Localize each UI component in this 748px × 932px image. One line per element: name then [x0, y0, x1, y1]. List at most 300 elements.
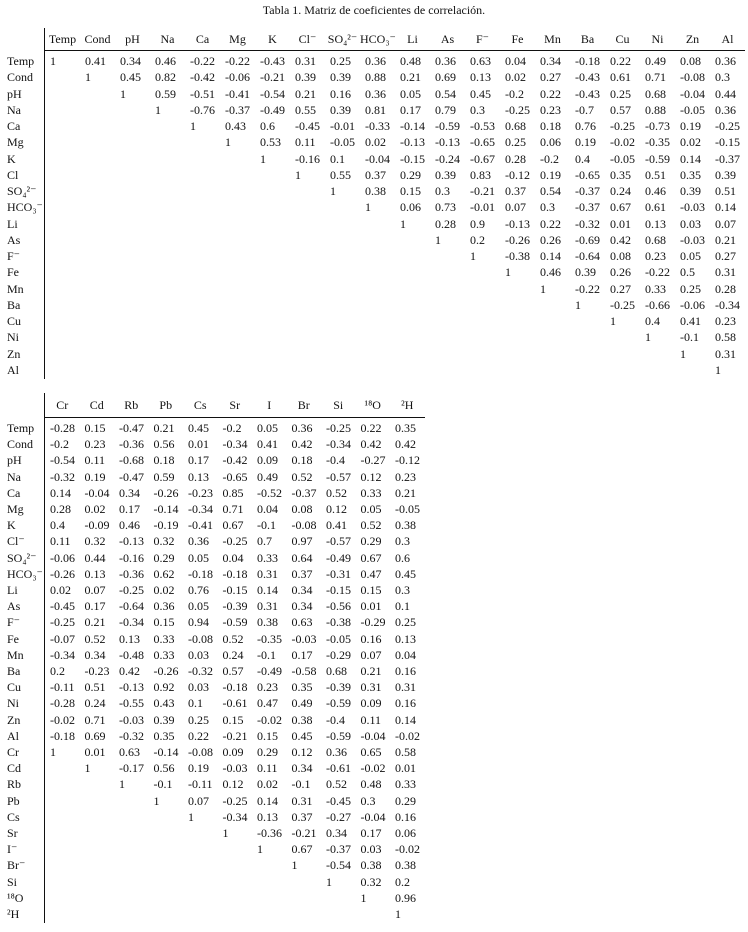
correlation-table-1	[5, 28, 746, 386]
table-cell: 0.38	[257, 615, 278, 630]
table-cell: 0.42	[119, 664, 140, 678]
table-cell: 0.45	[470, 86, 491, 101]
table-cell: 0.07	[84, 583, 106, 597]
table-cell: 0.33	[360, 485, 382, 500]
table-cell: 0.34	[291, 583, 313, 597]
table-cell: 0.17	[84, 599, 106, 614]
column-header: SO₄²⁻	[327, 32, 358, 46]
row-label: As	[7, 599, 21, 614]
table-cell: 1	[435, 232, 441, 247]
table-cell: -0.12	[395, 453, 420, 468]
table-cell: 0.16	[330, 86, 351, 101]
table-cell: 0.23	[395, 469, 416, 484]
table-cell: -0.55	[119, 696, 144, 711]
table-cell: 0.88	[365, 70, 386, 85]
table-cell: 0.57	[610, 102, 631, 117]
table-cell: 0.39	[680, 184, 701, 198]
table-cell: 0.11	[295, 135, 316, 150]
table-cell: 0.6	[260, 119, 275, 133]
table-cell: 0.41	[326, 518, 347, 533]
table-cell: -0.65	[222, 469, 248, 484]
table-cell: 0.23	[84, 437, 106, 452]
table-cell: -0.18	[222, 680, 248, 695]
table-cell: 1	[395, 907, 401, 921]
table-cell: 0.58	[395, 745, 416, 759]
column-header: Mn	[544, 32, 561, 46]
table-cell: -0.61	[326, 761, 351, 776]
table-cell: 0.11	[50, 534, 71, 549]
table-cell: -0.16	[295, 151, 320, 166]
table-cell: 1	[188, 809, 194, 824]
table-cell: 0.39	[435, 167, 456, 182]
table-cell: 0.7	[257, 534, 272, 549]
row-label: F⁻	[7, 615, 21, 630]
table-cell: 0.29	[257, 745, 278, 759]
table-cell: 0.42	[610, 232, 631, 247]
table-cell: 0.22	[610, 54, 631, 68]
table-cell: -0.05	[326, 631, 351, 646]
table-cell: 0.3	[395, 534, 410, 549]
table-cell: 0.32	[153, 534, 175, 549]
table-cell: 0.43	[153, 696, 175, 711]
table-cell: 0.01	[84, 745, 106, 759]
table-cell: -0.37	[715, 151, 740, 166]
table-cell: 0.28	[435, 216, 456, 231]
table-cell: 0.3	[470, 102, 485, 117]
table-cell: 0.59	[155, 86, 176, 101]
table-cell: 0.36	[291, 421, 313, 435]
table-cell: 0.39	[295, 70, 316, 85]
table-cell: 1	[715, 362, 721, 377]
table-cell: 1	[50, 745, 56, 759]
table-cell: 0.37	[365, 167, 386, 182]
table-cell: -0.37	[225, 102, 250, 117]
table-cell: 0.48	[400, 54, 421, 68]
table-cell: -0.34	[715, 297, 740, 312]
table-cell: 0.73	[435, 200, 456, 215]
table-cell: 0.67	[222, 518, 244, 533]
row-label: ¹⁸O	[7, 890, 24, 905]
column-header: Ba	[580, 32, 595, 46]
table-cell: 0.57	[222, 664, 244, 678]
table-cell: -0.02	[50, 712, 75, 727]
row-label: Sr	[7, 826, 18, 840]
table-cell: 0.14	[257, 583, 278, 597]
table-cell: 0.06	[540, 135, 561, 150]
table-cell: 0.1	[395, 599, 410, 614]
row-label: Si	[7, 874, 18, 889]
header-rule	[44, 50, 745, 51]
column-header: Temp	[48, 32, 77, 46]
table-cell: -0.57	[326, 534, 351, 549]
table-cell: 0.9	[470, 216, 485, 231]
table-cell: 0.31	[291, 793, 313, 808]
table-cell: 0.31	[257, 566, 278, 581]
table-cell: 0.15	[257, 728, 278, 743]
table-cell: 0.25	[330, 54, 351, 68]
row-label: Al	[7, 362, 19, 377]
row-label: Cu	[7, 314, 22, 328]
table-cell: 0.13	[257, 809, 278, 824]
table-cell: 0.37	[291, 809, 313, 824]
table-cell: 0.63	[291, 615, 313, 630]
column-header: Ni	[651, 32, 664, 46]
table-cell: -0.34	[188, 502, 213, 516]
row-label: Fe	[7, 631, 19, 646]
table-cell: -0.32	[575, 216, 600, 231]
table-cell: 0.65	[360, 745, 382, 759]
table-cell: 0.2	[395, 874, 410, 889]
table-cell: 0.18	[153, 453, 175, 468]
table-cell: -0.33	[365, 119, 390, 133]
table-cell: 0.25	[610, 86, 631, 101]
table-cell: 0.19	[188, 761, 209, 776]
column-header: Cd	[89, 398, 104, 412]
table-cell: -0.49	[257, 664, 282, 678]
row-label: Cd	[7, 761, 22, 776]
column-header: ¹⁸O	[364, 398, 381, 412]
table-cell: -0.05	[330, 135, 355, 150]
row-label: Cond	[7, 70, 34, 85]
column-header: Sr	[229, 398, 241, 412]
table-cell: -0.14	[153, 502, 179, 516]
table-cell: -0.59	[326, 696, 351, 711]
table-cell: -0.34	[326, 437, 351, 452]
table-cell: 0.25	[395, 615, 416, 630]
row-label: Zn	[7, 346, 21, 361]
table-cell: 0.1	[188, 696, 203, 711]
row-label: Pb	[7, 793, 20, 808]
label-rule	[44, 28, 45, 379]
table-cell: 0.52	[84, 631, 106, 646]
table-cell: 0.23	[715, 314, 736, 328]
table-cell: 0.14	[50, 485, 71, 500]
table-cell: 0.05	[188, 550, 209, 565]
table-cell: 0.12	[326, 502, 347, 516]
table-cell: 0.09	[257, 453, 278, 468]
row-label: Br⁻	[7, 858, 26, 873]
table-cell: 0.11	[84, 453, 106, 468]
column-header: Cond	[84, 32, 111, 46]
table-cell: -0.06	[225, 70, 250, 85]
table-cell: -0.02	[395, 728, 420, 743]
table-cell: 0.02	[50, 583, 71, 597]
table-cell: 0.55	[330, 167, 351, 182]
table-cell: 0.19	[540, 167, 561, 182]
row-label: pH	[7, 453, 22, 468]
table-cell: 0.54	[540, 184, 561, 198]
table-cell: 0.34	[120, 54, 141, 68]
table-cell: -0.59	[222, 615, 248, 630]
table-cell: -0.04	[84, 485, 110, 500]
table-cell: -0.45	[50, 599, 75, 614]
table-cell: 0.56	[153, 437, 175, 452]
table-cell: -0.59	[326, 728, 351, 743]
table-cell: 0.68	[645, 86, 666, 101]
table-cell: 0.35	[395, 421, 416, 435]
row-label: F⁻	[7, 249, 21, 263]
row-label: ²H	[7, 907, 20, 921]
table-cell: -0.18	[222, 566, 248, 581]
table-cell: 0.12	[222, 777, 244, 792]
row-label: Mn	[7, 281, 24, 296]
table-cell: 0.48	[360, 777, 382, 792]
table-cell: 1	[225, 135, 231, 150]
table-cell: 0.33	[395, 777, 416, 792]
table-cell: -0.37	[326, 842, 351, 857]
table-cell: 0.22	[188, 728, 209, 743]
table-cell: 0.33	[153, 647, 175, 662]
row-label: HCO₃⁻	[7, 566, 43, 581]
table-cell: -0.2	[540, 151, 559, 166]
table-cell: -0.68	[119, 453, 144, 468]
table-cell: -0.43	[575, 70, 600, 85]
table-cell: 0.14	[680, 151, 701, 166]
table-cell: 0.3	[715, 70, 730, 85]
table-cell: 0.37	[291, 566, 313, 581]
row-label: Mg	[7, 502, 24, 516]
table-cell: 0.38	[291, 712, 313, 727]
table-cell: 0.21	[153, 421, 175, 435]
table-cell: 0.31	[395, 680, 416, 695]
table-caption: Tabla 1. Matriz de coeficientes de correlación.	[262, 3, 486, 17]
table-cell: 0.12	[360, 469, 382, 484]
table-cell: -0.13	[435, 135, 460, 150]
table-cell: 0.26	[540, 232, 561, 247]
table-cell: 1	[645, 330, 651, 345]
table-cell: 1	[119, 777, 125, 792]
table-cell: 0.08	[680, 54, 701, 68]
table-cell: 0.01	[360, 599, 382, 614]
table-cell: 0.17	[119, 502, 140, 516]
table-cell: 0.17	[291, 647, 313, 662]
table-cell: -0.03	[680, 232, 705, 247]
table-cell: -0.54	[50, 453, 75, 468]
table-cell: -0.42	[190, 70, 215, 85]
table-cell: 1	[470, 249, 476, 263]
table-cell: -0.34	[222, 809, 248, 824]
table-cell: -0.28	[50, 421, 75, 435]
table-cell: 0.46	[645, 184, 666, 198]
table-cell: -0.03	[119, 712, 144, 727]
table-cell: -0.32	[188, 664, 213, 678]
label-rule	[44, 393, 45, 923]
table-cell: 1	[291, 858, 298, 873]
table-cell: 0.11	[360, 712, 382, 727]
table-cell: 0.55	[295, 102, 316, 117]
table-cell: -0.21	[260, 70, 285, 85]
table-cell: 1	[120, 86, 126, 101]
table-cell: -0.32	[50, 469, 75, 484]
table-cell: 0.67	[291, 842, 313, 857]
table-cell: 0.45	[188, 421, 209, 435]
row-label: Cu	[7, 680, 22, 695]
table-cell: -0.53	[470, 119, 495, 133]
table-cell: -0.41	[188, 518, 213, 533]
table-cell: 0.52	[360, 518, 382, 533]
table-cell: -0.22	[190, 54, 215, 68]
table-cell: 0.46	[540, 265, 561, 280]
table-cell: -0.07	[50, 631, 75, 646]
table-cell: 0.41	[257, 437, 278, 452]
row-label: Rb	[7, 777, 22, 792]
table-cell: 1	[155, 102, 161, 117]
table-cell: 0.42	[395, 437, 416, 452]
table-cell: -0.09	[84, 518, 110, 533]
table-cell: -0.27	[326, 809, 351, 824]
table-cell: -0.08	[291, 518, 317, 533]
table-cell: 1	[257, 842, 263, 857]
table-cell: 0.36	[365, 54, 386, 68]
table-cell: 1	[295, 167, 301, 182]
table-cell: 0.34	[119, 485, 140, 500]
table-cell: -0.58	[291, 664, 317, 678]
table-cell: 0.06	[395, 826, 416, 840]
table-cell: -0.25	[50, 615, 75, 630]
table-cell: 0.36	[153, 599, 175, 614]
table-cell: 0.3	[395, 583, 410, 597]
table-cell: -0.23	[84, 664, 110, 678]
table-cell: -0.13	[505, 216, 530, 231]
table-cell: 0.03	[360, 842, 382, 857]
table-cell: -0.02	[360, 761, 386, 776]
table-cell: 0.49	[291, 696, 313, 711]
table-cell: 0.76	[575, 119, 596, 133]
table-cell: -0.21	[222, 728, 248, 743]
column-header: Cu	[615, 32, 630, 46]
table-cell: -0.02	[610, 135, 635, 150]
table-cell: 0.11	[257, 761, 278, 776]
table-cell: 0.4	[575, 151, 590, 166]
table-cell: 0.36	[715, 102, 736, 117]
table-cell: -0.18	[188, 566, 213, 581]
table-cell: -0.08	[188, 745, 213, 759]
table-cell: 0.03	[680, 216, 701, 231]
table-cell: -0.25	[610, 119, 635, 133]
row-label: Na	[7, 102, 21, 117]
header-rule	[44, 417, 425, 418]
table-cell: -0.45	[295, 119, 320, 133]
table-cell: -0.13	[119, 534, 144, 549]
table-cell: 0.79	[435, 102, 456, 117]
row-label: Ba	[7, 664, 21, 678]
column-header: Mg	[229, 32, 246, 46]
table-cell: -0.18	[575, 54, 600, 68]
table-cell: 0.09	[222, 745, 244, 759]
table-cell: 1	[153, 793, 160, 808]
table-cell: 0.24	[84, 696, 106, 711]
table-cell: -0.56	[326, 599, 351, 614]
table-cell: 1	[330, 184, 336, 198]
table-cell: 0.27	[715, 249, 736, 263]
table-cell: 0.34	[326, 826, 347, 840]
table-cell: -0.05	[395, 502, 420, 516]
row-label: Ni	[7, 696, 19, 711]
table-cell: 0.21	[715, 232, 736, 247]
table-cell: 0.85	[222, 485, 244, 500]
table-cell: 0.06	[400, 200, 421, 215]
table-cell: 0.22	[540, 86, 561, 101]
column-header: Pb	[159, 398, 173, 412]
column-header: HCO₃⁻	[360, 32, 396, 46]
table-cell: 0.52	[291, 469, 313, 484]
table-cell: 0.07	[360, 647, 382, 662]
table-cell: 0.6	[395, 550, 410, 565]
table-cell: 0.58	[715, 330, 736, 345]
table-cell: -0.4	[326, 453, 345, 468]
table-cell: 0.34	[84, 647, 106, 662]
column-header: Cs	[193, 398, 207, 412]
table-cell: 0.44	[715, 86, 736, 101]
table-cell: -0.2	[505, 86, 524, 101]
table-cell: 0.26	[610, 265, 631, 280]
table-cell: -0.2	[222, 421, 242, 435]
table-cell: 0.51	[645, 167, 666, 182]
table-cell: 0.34	[291, 599, 313, 614]
table-cell: -0.34	[50, 647, 75, 662]
table-cell: 0.29	[360, 534, 382, 549]
table-cell: 0.68	[505, 119, 526, 133]
column-header: Li	[407, 32, 418, 46]
table-cell: 0.16	[360, 631, 382, 646]
table-cell: 0.05	[188, 599, 209, 614]
table-cell: -0.39	[326, 680, 351, 695]
table-cell: -0.03	[291, 631, 317, 646]
table-cell: -0.39	[222, 599, 248, 614]
table-cell: 0.62	[153, 566, 175, 581]
table-cell: -0.29	[360, 615, 386, 630]
row-label: As	[7, 232, 21, 247]
table-cell: 0.81	[365, 102, 386, 117]
table-cell: -0.05	[610, 151, 635, 166]
table-cell: 0.47	[257, 696, 278, 711]
table-cell: -0.06	[50, 550, 75, 565]
table-cell: 0.01	[188, 437, 209, 452]
table-cell: -0.47	[119, 469, 144, 484]
table-cell: 0.47	[360, 566, 382, 581]
table-cell: -0.38	[505, 249, 530, 263]
column-header: Zn	[685, 32, 700, 46]
table-cell: -0.26	[505, 232, 530, 247]
table-cell: 0.04	[395, 647, 416, 662]
table-cell: 0.16	[395, 696, 416, 711]
table-cell: -0.25	[222, 534, 248, 549]
table-cell: 0.83	[470, 167, 491, 182]
table-cell: 0.18	[291, 453, 313, 468]
table-cell: -0.47	[119, 421, 144, 435]
table-cell: 0.07	[715, 216, 736, 231]
table-cell: 0.53	[260, 135, 281, 150]
table-cell: 0.5	[680, 265, 695, 280]
table-cell: 0.36	[365, 86, 386, 101]
table-cell: 0.38	[395, 518, 416, 533]
table-cell: 0.67	[360, 550, 382, 565]
table-cell: 0.15	[400, 184, 421, 198]
table-cell: -0.14	[400, 119, 425, 133]
row-label: Mn	[7, 647, 24, 662]
table-cell: 0.31	[295, 54, 316, 68]
table-cell: 0.39	[330, 102, 351, 117]
table-cell: 0.1	[330, 151, 345, 166]
table-cell: -0.37	[291, 485, 317, 500]
table-cell: -0.21	[291, 826, 317, 840]
table-cell: -0.64	[119, 599, 144, 614]
column-header: Al	[721, 32, 734, 46]
table-cell: 0.14	[395, 712, 416, 727]
row-label: Temp	[7, 421, 35, 435]
table-cell: 0.54	[435, 86, 456, 101]
row-label: SO₄²⁻	[7, 550, 37, 565]
